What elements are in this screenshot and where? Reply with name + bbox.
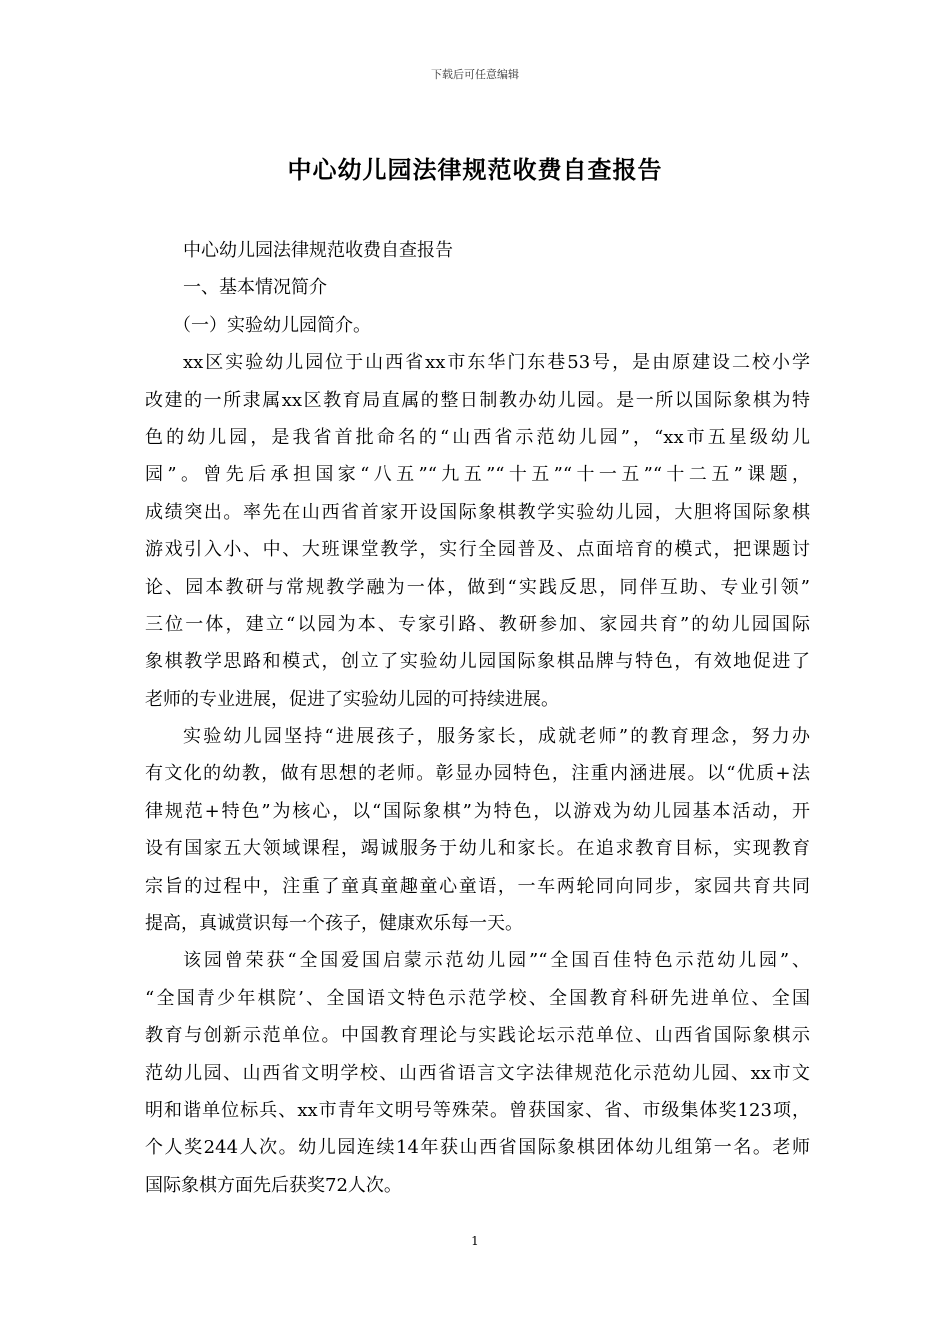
paragraph-line: 园”。曾先后承担国家“八五”“九五”“十五”“十一五”“十二五”课题， — [145, 464, 810, 486]
body-subtitle: 中心幼儿园法律规范收费自查报告 — [183, 240, 453, 261]
paragraph-line: 律规范+特色”为核心，以“国际象棋”为特色，以游戏为幼儿园基本活动，开 — [145, 800, 810, 822]
subsection-heading: （一）实验幼儿园简介。 — [173, 314, 371, 336]
paragraph-line: 象棋教学思路和模式，创立了实验幼儿园国际象棋品牌与特色，有效地促进了 — [145, 651, 810, 673]
document-body — [145, 232, 810, 1204]
paragraph-line: xx区实验幼儿园位于山西省xx市东华门东巷53号，是由原建设二校小学 — [183, 352, 810, 374]
paragraph-line: 老师的专业进展，促进了实验幼儿园的可持续进展。 — [145, 688, 559, 710]
paragraph-line: 个人奖244人次。幼儿园连续14年获山西省国际象棋团体幼儿组第一名。老师 — [145, 1137, 810, 1159]
paragraph-line: 色的幼儿园，是我省首批命名的“山西省示范幼儿园”，“xx市五星级幼儿 — [145, 426, 810, 448]
paragraph-1 — [145, 344, 810, 718]
paragraph-2 — [145, 718, 810, 942]
paragraph-line: 有文化的幼教，做有思想的老师。彰显办园特色，注重内涵进展。以“优质+法 — [145, 763, 810, 785]
page-number: 1 — [471, 1234, 479, 1248]
paragraph-line: 改建的一所隶属xx区教育局直属的整日制教办幼儿园。是一所以国际象棋为特 — [145, 389, 810, 411]
paragraph-line: 提高，真诚赏识每一个孩子，健康欢乐每一天。 — [145, 913, 523, 935]
paragraph-line: 实验幼儿园坚持“进展孩子，服务家长，成就老师”的教育理念，努力办 — [183, 726, 810, 748]
paragraph-line: 三位一体，建立“以园为本、专家引路、教研参加、家园共育”的幼儿园国际 — [145, 613, 810, 635]
paragraph-line: 教育与创新示范单位。中国教育理论与实践论坛示范单位、山西省国际象棋示 — [145, 1025, 810, 1047]
paragraph-line: 明和谐单位标兵、xx市青年文明号等殊荣。曾获国家、省、市级集体奖123项， — [145, 1099, 810, 1121]
document-title: 中心幼儿园法律规范收费自查报告 — [287, 155, 663, 184]
paragraph-line: 该园曾荣获“全国爱国启蒙示范幼儿园”“全国百佳特色示范幼儿园”、 — [183, 950, 810, 972]
paragraph-line: 范幼儿园、山西省文明学校、山西省语言文字法律规范化示范幼儿园、xx市文 — [145, 1062, 810, 1084]
paragraph-line: 宗旨的过程中，注重了童真童趣童心童语，一车两轮同向同步，家园共育共同 — [145, 875, 810, 897]
page-header: 下载后可任意编辑 — [431, 68, 519, 81]
paragraph-line: “全国青少年棋院’、全国语文特色示范学校、全国教育科研先进单位、全国 — [145, 987, 810, 1009]
paragraph-line: 游戏引入小、中、大班课堂教学，实行全园普及、点面培育的模式，把课题讨 — [145, 539, 810, 561]
section-heading: 一、基本情况简介 — [183, 277, 327, 299]
paragraph-line: 成绩突出。率先在山西省首家开设国际象棋教学实验幼儿园，大胆将国际象棋 — [145, 501, 810, 523]
paragraph-line: 论、园本教研与常规教学融为一体，做到“实践反思，同伴互助、专业引领” — [145, 576, 810, 598]
paragraph-line: 国际象棋方面先后获奖72人次。 — [145, 1174, 402, 1196]
paragraph-3 — [145, 942, 810, 1204]
paragraph-line: 设有国家五大领域课程，竭诚服务于幼儿和家长。在追求教育目标，实现教育 — [145, 838, 810, 860]
